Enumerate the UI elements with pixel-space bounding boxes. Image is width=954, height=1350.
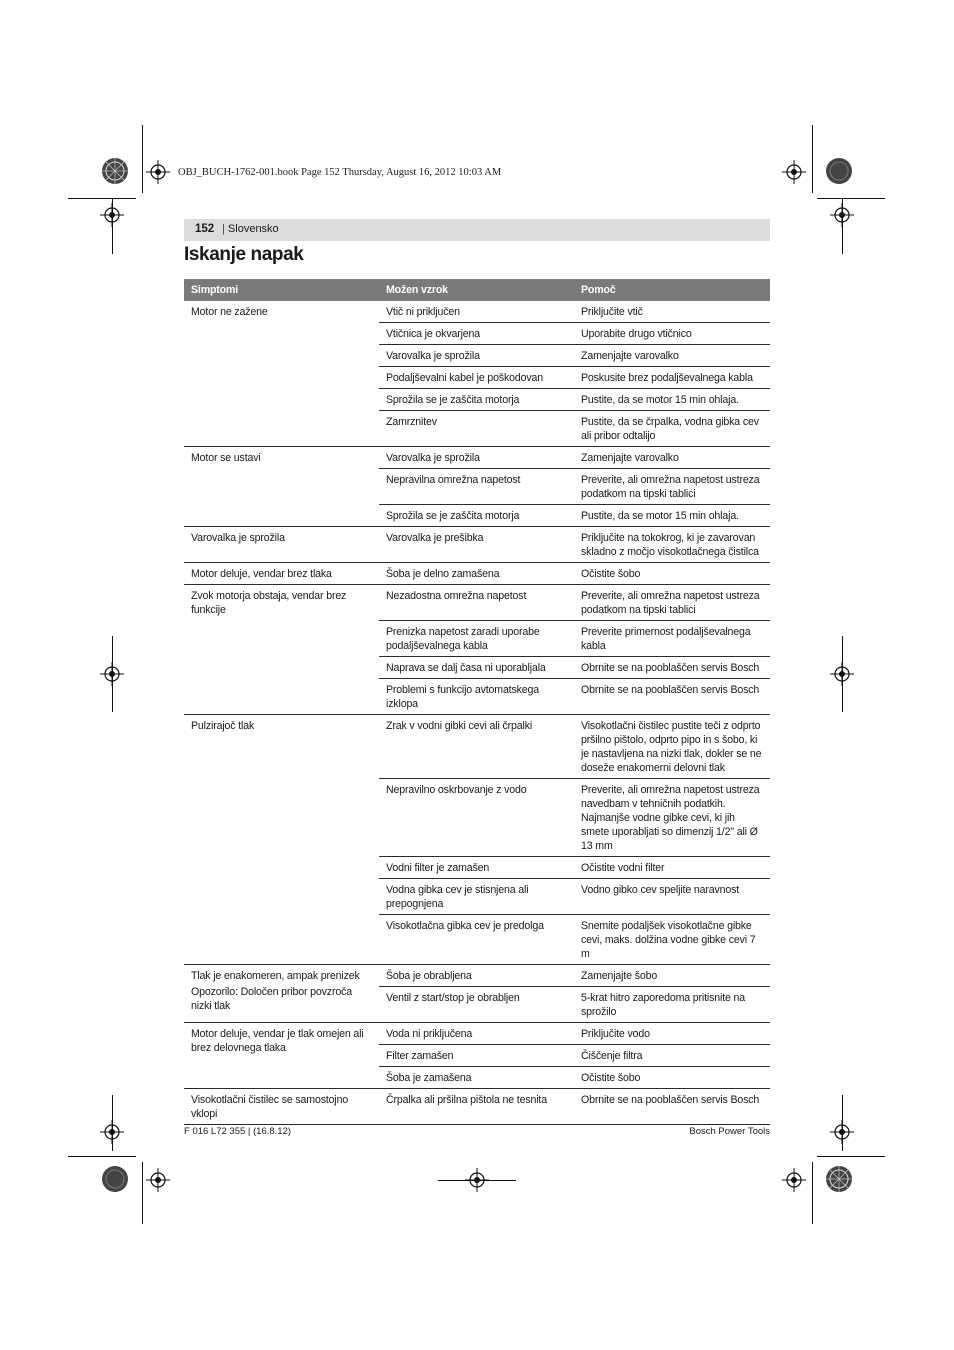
remedy-cell: Obrnite se na pooblaščen servis Bosch: [574, 657, 770, 679]
remedy-cell: Pustite, da se črpalka, vodna gibka cev ali pribor odtalijo: [574, 411, 770, 447]
cause-cell: Podaljševalni kabel je poškodovan: [379, 367, 574, 389]
column-header-remedy: Pomoč: [574, 279, 770, 301]
cause-cell: Vtič ni priključen: [379, 301, 574, 323]
crosshair-icon: [100, 662, 124, 686]
symptom-text: Tlak je enakomeren, ampak prenizek: [191, 970, 360, 982]
cause-cell: Šoba je zamašena: [379, 1067, 574, 1089]
symptom-text: Visokotlačni čistilec se samostojno vklopi: [191, 1094, 349, 1120]
table-row: [184, 1023, 770, 1045]
symptom-text: Motor ne zažene: [191, 306, 268, 318]
symptom-text: Motor deluje, vendar brez tlaka: [191, 568, 332, 580]
cause-cell: Zrak v vodni gibki cevi ali črpalki: [379, 715, 574, 779]
cause-cell: Šoba je delno zamašena: [379, 563, 574, 585]
footer-doc-code: F 016 L72 355 | (16.8.12): [184, 1126, 292, 1137]
symptom-cell: [184, 715, 379, 965]
remedy-cell: Preverite, ali omrežna napetost ustreza navedbam v tehničnih podatkih. Najmanjše vodne gibke cevi, ki jih smete uporabljati so dimenzij 1/2" ali Ø 13 mm: [574, 779, 770, 857]
cause-cell: Naprava se dalj časa ni uporabljala: [379, 657, 574, 679]
table-row: [184, 1089, 770, 1125]
remedy-cell: Uporabite drugo vtičnico: [574, 323, 770, 345]
remedy-cell: Pustite, da se motor 15 min ohlaja.: [574, 389, 770, 411]
table-row: [184, 965, 770, 987]
symptom-text: Opozorilo: Določen pribor povzroča nizki tlak: [191, 986, 352, 1012]
cause-cell: Nepravilno oskrbovanje z vodo: [379, 779, 574, 857]
cause-cell: Šoba je obrabljena: [379, 965, 574, 987]
remedy-cell: Obrnite se na pooblaščen servis Bosch: [574, 1089, 770, 1125]
symptom-text: Motor se ustavi: [191, 452, 261, 464]
table-header-row: [184, 279, 770, 301]
remedy-cell: Priključite na tokokrog, ki je zavarovan skladno z močjo visokotlačnega čistilca: [574, 527, 770, 563]
language-label: | Slovensko: [222, 223, 279, 235]
symptom-cell: [184, 1089, 379, 1125]
cause-cell: Vodna gibka cev je stisnjena ali prepognjena: [379, 879, 574, 915]
cause-cell: Nezadostna omrežna napetost: [379, 585, 574, 621]
remedy-cell: Visokotlačni čistilec pustite teči z odprto pršilno pištolo, odprto pipo in s šobo, ki je nastavljena na nizki tlak, dokler se ne doseže enakomerni delovni tlak: [574, 715, 770, 779]
symptom-cell: [184, 585, 379, 715]
symptom-cell: [184, 527, 379, 563]
cause-cell: Sprožila se je zaščita motorja: [379, 505, 574, 527]
cause-cell: Varovalka je prešibka: [379, 527, 574, 563]
remedy-cell: Čiščenje filtra: [574, 1045, 770, 1067]
crosshair-icon: [100, 1120, 124, 1144]
symptom-cell: [184, 965, 379, 1023]
crosshair-icon: [830, 203, 854, 227]
cause-cell: Prenizka napetost zaradi uporabe podaljševalnega kabla: [379, 621, 574, 657]
remedy-cell: Snemite podaljšek visokotlačne gibke cevi, maks. dolžina vodne gibke cevi 7 m: [574, 915, 770, 965]
remedy-cell: Vodno gibko cev speljite naravnost: [574, 879, 770, 915]
symptom-text: Motor deluje, vendar je tlak omejen ali brez delovnega tlaka: [191, 1028, 364, 1054]
remedy-cell: Zamenjajte varovalko: [574, 345, 770, 367]
page-number: 152: [195, 223, 215, 235]
cause-cell: Problemi s funkcijo avtomatskega izklopa: [379, 679, 574, 715]
page-header-bar: [184, 219, 770, 241]
cause-cell: Vtičnica je okvarjena: [379, 323, 574, 345]
symptom-cell: [184, 447, 379, 527]
symptom-text: Zvok motorja obstaja, vendar brez funkcije: [191, 590, 347, 616]
cause-cell: Filter zamašen: [379, 1045, 574, 1067]
page-title: Iskanje napak: [184, 244, 304, 265]
symptom-text: Pulzirajoč tlak: [191, 720, 255, 732]
table-body: [184, 301, 770, 1125]
crosshair-icon: [146, 160, 170, 184]
cause-cell: Nepravilna omrežna napetost: [379, 469, 574, 505]
crosshair-icon: [830, 1120, 854, 1144]
cause-cell: Varovalka je sprožila: [379, 345, 574, 367]
table-row: [184, 447, 770, 469]
registration-target-icon: [824, 156, 854, 186]
symptom-cell: [184, 301, 379, 447]
remedy-cell: Preverite primernost podaljševalnega kabla: [574, 621, 770, 657]
remedy-cell: Poskusite brez podaljševalnega kabla: [574, 367, 770, 389]
crosshair-icon: [100, 203, 124, 227]
table-row: [184, 301, 770, 323]
remedy-cell: Očistite vodni filter: [574, 857, 770, 879]
book-info-line: OBJ_BUCH-1762-001.book Page 152 Thursday, August 16, 2012 10:03 AM: [178, 167, 502, 178]
remedy-cell: Zamenjajte šobo: [574, 965, 770, 987]
cause-cell: Ventil z start/stop je obrabljen: [379, 987, 574, 1023]
symptom-text: Varovalka je sprožila: [191, 532, 285, 544]
registration-target-icon: [100, 1164, 130, 1194]
column-header-symptoms: Simptomi: [184, 279, 379, 301]
registration-target-icon: [100, 156, 130, 186]
footer-brand: Bosch Power Tools: [689, 1126, 770, 1137]
footer-divider: [184, 1124, 770, 1125]
crosshair-icon: [782, 160, 806, 184]
cause-cell: Zamrznitev: [379, 411, 574, 447]
remedy-cell: Priključite vodo: [574, 1023, 770, 1045]
remedy-cell: 5-krat hitro zaporedoma pritisnite na sprožilo: [574, 987, 770, 1023]
cause-cell: Voda ni priključena: [379, 1023, 574, 1045]
remedy-cell: Očistite šobo: [574, 563, 770, 585]
cause-cell: Črpalka ali pršilna pištola ne tesnita: [379, 1089, 574, 1125]
remedy-cell: Priključite vtič: [574, 301, 770, 323]
cause-cell: Sprožila se je zaščita motorja: [379, 389, 574, 411]
crosshair-icon: [146, 1168, 170, 1192]
remedy-cell: Preverite, ali omrežna napetost ustreza podatkom na tipski tablici: [574, 469, 770, 505]
remedy-cell: Očistite šobo: [574, 1067, 770, 1089]
remedy-cell: Obrnite se na pooblaščen servis Bosch: [574, 679, 770, 715]
remedy-cell: Preverite, ali omrežna napetost ustreza podatkom na tipski tablici: [574, 585, 770, 621]
crosshair-icon: [782, 1168, 806, 1192]
cause-cell: Vodni filter je zamašen: [379, 857, 574, 879]
cause-cell: Visokotlačna gibka cev je predolga: [379, 915, 574, 965]
remedy-cell: Pustite, da se motor 15 min ohlaja.: [574, 505, 770, 527]
cause-cell: Varovalka je sprožila: [379, 447, 574, 469]
column-header-cause: Možen vzrok: [379, 279, 574, 301]
registration-target-icon: [824, 1164, 854, 1194]
symptom-cell: [184, 1023, 379, 1089]
crosshair-icon: [830, 662, 854, 686]
table-row: [184, 715, 770, 779]
table-row: [184, 527, 770, 563]
table-row: [184, 563, 770, 585]
symptom-cell: [184, 563, 379, 585]
troubleshooting-table: [184, 279, 770, 1125]
table-row: [184, 585, 770, 621]
remedy-cell: Zamenjajte varovalko: [574, 447, 770, 469]
